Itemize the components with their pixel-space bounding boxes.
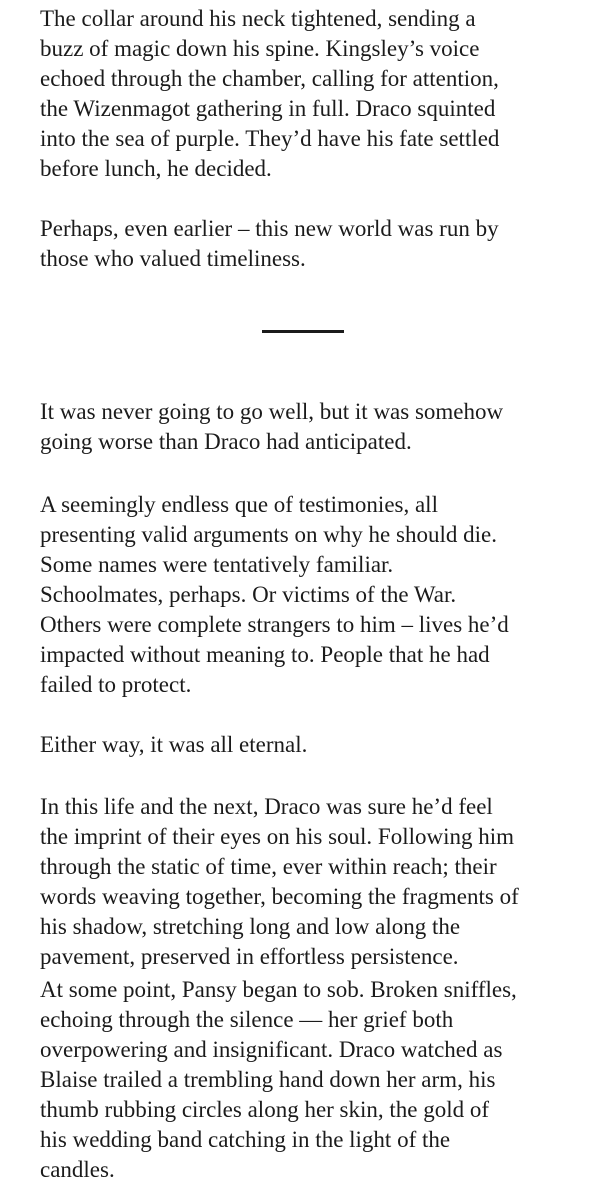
text-line: going worse than Draco had anticipated. [40,429,412,454]
story-paragraph [40,975,600,1185]
text-line: Some names were tentatively familiar. [40,552,394,577]
text-line: pavement, preserved in effortless persistence. [40,944,459,969]
text-line: In this life and the next, Draco was sure he’d feel [40,794,493,819]
story-paragraph [40,397,600,457]
text-line: A seemingly endless que of testimonies, all [40,492,438,517]
text-line: Others were complete strangers to him – lives he’d [40,612,509,637]
text-line: the Wizenmagot gathering in full. Draco squinted [40,96,496,121]
text-line: presenting valid arguments on why he should die. [40,522,497,547]
text-line: At some point, Pansy began to sob. Broken sniffles, [40,977,517,1002]
story-paragraph [40,214,600,274]
text-line: impacted without meaning to. People that he had [40,642,490,667]
text-line: thumb rubbing circles along her skin, the gold of [40,1097,490,1122]
text-line: failed to protect. [40,672,192,697]
text-line: Perhaps, even earlier – this new world was run by [40,216,499,241]
text-line: Either way, it was all eternal. [40,732,308,757]
story-paragraph [40,4,600,184]
text-line: his wedding band catching in the light of the [40,1127,451,1152]
text-line: the imprint of their eyes on his soul. Following him [40,824,515,849]
text-line: overpowering and insignificant. Draco watched as [40,1037,503,1062]
story-paragraph [40,730,600,760]
text-line: echoing through the silence — her grief both [40,1007,454,1032]
text-line: echoed through the chamber, calling for attention, [40,66,499,91]
scene-break-divider [262,330,344,333]
text-line: words weaving together, becoming the fragments of [40,884,519,909]
text-line: Blaise trailed a trembling hand down her arm, his [40,1067,496,1092]
story-paragraph [40,490,600,700]
story-paragraph [40,792,600,972]
text-line: candles. [40,1157,115,1182]
text-line: Schoolmates, perhaps. Or victims of the War. [40,582,457,607]
text-line: The collar around his neck tightened, sending a [40,6,476,31]
text-line: through the static of time, ever within reach; their [40,854,497,879]
text-line: his shadow, stretching long and low along the [40,914,461,939]
text-line: into the sea of purple. They’d have his fate settled [40,126,500,151]
text-line: those who valued timeliness. [40,246,306,271]
text-line: before lunch, he decided. [40,156,272,181]
text-line: It was never going to go well, but it was somehow [40,399,504,424]
text-line: buzz of magic down his spine. Kingsley’s voice [40,36,480,61]
